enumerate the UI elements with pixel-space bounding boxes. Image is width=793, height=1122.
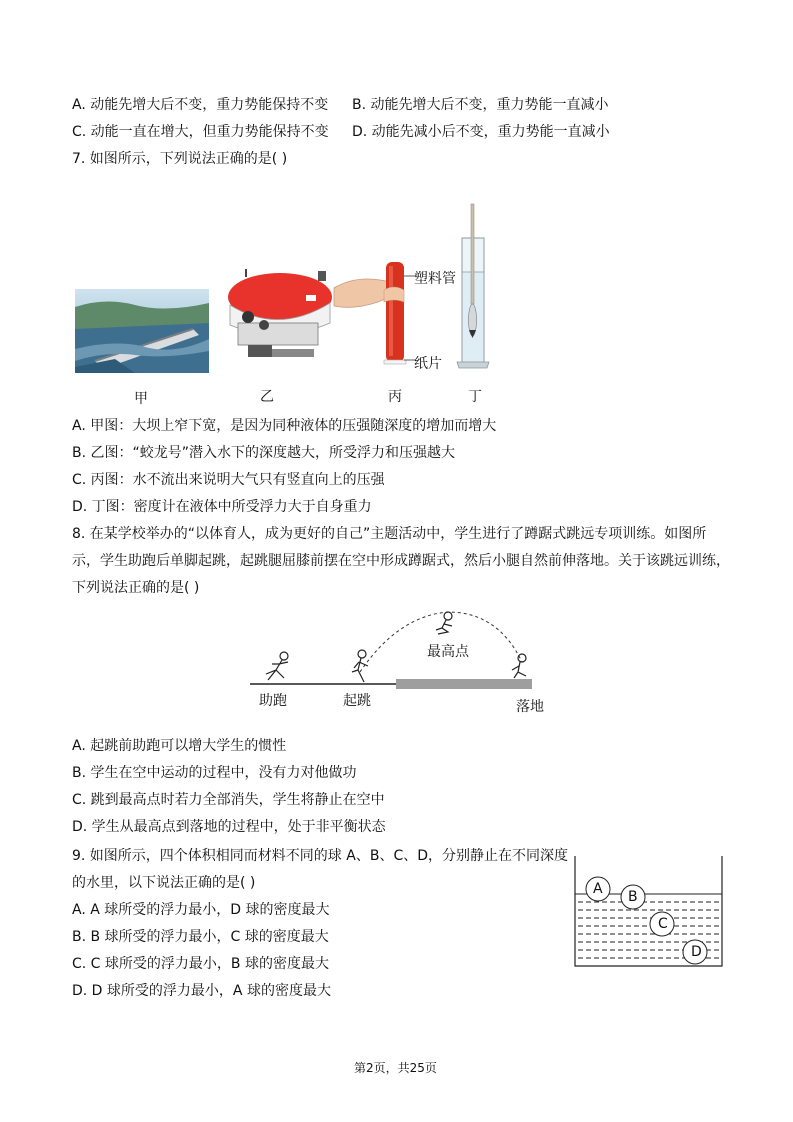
q9-option-c: C. C 球所受的浮力最小，B 球的密度最大	[72, 956, 329, 972]
label-ding: 丁	[468, 389, 482, 405]
q9-stem-line-1: 9. 如图所示，四个体积相同而材料不同的球 A、B、C、D，分别静止在不同深度	[72, 848, 568, 864]
label-highest-point: 最高点	[427, 644, 469, 660]
ball-b-label: B	[628, 889, 638, 905]
dam-photo	[75, 289, 209, 373]
q9-option-b: B. B 球所受的浮力最小，C 球的密度最大	[72, 929, 329, 945]
q7-stem: 7. 如图所示，下列说法正确的是( )	[72, 151, 288, 167]
label-bing: 丙	[388, 389, 402, 405]
label-run-up: 助跑	[259, 693, 287, 709]
q7-option-d: D. 丁图：密度计在液体中所受浮力大于自身重力	[72, 499, 372, 515]
q8-option-d: D. 学生从最高点到落地的过程中，处于非平衡状态	[72, 819, 386, 835]
q6-option-d: D. 动能先减小后不变，重力势能一直减小	[352, 124, 610, 140]
q9-option-a: A. A 球所受的浮力最小，D 球的密度最大	[72, 902, 330, 918]
ball-c-label: C	[658, 916, 668, 932]
label-yi: 乙	[260, 389, 274, 405]
hydrometer-image	[455, 202, 491, 372]
q7-option-a: A. 甲图：大坝上窄下宽，是因为同种液体的压强随深度的增加而增大	[72, 418, 497, 434]
q8-stem-line-2: 示，学生助跑后单脚起跳，起跳腿屈膝前摆在空中形成蹲踞式，然后小腿自然前伸落地。关于该跳远训练，	[72, 553, 730, 569]
q6-option-b: B. 动能先增大后不变，重力势能一直减小	[352, 97, 609, 113]
q8-option-a: A. 起跳前助跑可以增大学生的惯性	[72, 738, 287, 754]
q9-stem-line-2: 的水里，以下说法正确的是( )	[72, 875, 256, 891]
q8-stem-line-1: 8. 在某学校举办的“以体育人，成为更好的自己”主题活动中，学生进行了蹲踞式跳远专项训练。如图所	[72, 526, 707, 542]
q8-stem-line-3: 下列说法正确的是( )	[72, 580, 200, 596]
label-paper: 纸片	[414, 356, 442, 372]
label-take-off: 起跳	[343, 693, 371, 709]
label-jia: 甲	[134, 391, 148, 407]
ball-d-label: D	[691, 944, 702, 960]
label-landing: 落地	[516, 699, 544, 715]
q6-option-c: C. 动能一直在增大，但重力势能保持不变	[72, 124, 329, 140]
q7-option-b: B. 乙图：“蛟龙号”潜入水下的深度越大，所受浮力和压强越大	[72, 445, 456, 461]
q8-option-b: B. 学生在空中运动的过程中，没有力对他做功	[72, 765, 357, 781]
page-footer: 第2页，共25页	[354, 1061, 437, 1075]
submersible-image	[218, 265, 338, 360]
q7-option-c: C. 丙图：水不流出来说明大气只有竖直向上的压强	[72, 472, 385, 488]
q9-option-d: D. D 球所受的浮力最小，A 球的密度最大	[72, 983, 331, 999]
q8-option-c: C. 跳到最高点时若力全部消失，学生将静止在空中	[72, 792, 385, 808]
ball-a-label: A	[593, 881, 603, 897]
long-jump-diagram	[248, 606, 548, 696]
q6-option-a: A. 动能先增大后不变，重力势能保持不变	[72, 97, 329, 113]
label-plastic-tube: 塑料管	[414, 271, 456, 287]
